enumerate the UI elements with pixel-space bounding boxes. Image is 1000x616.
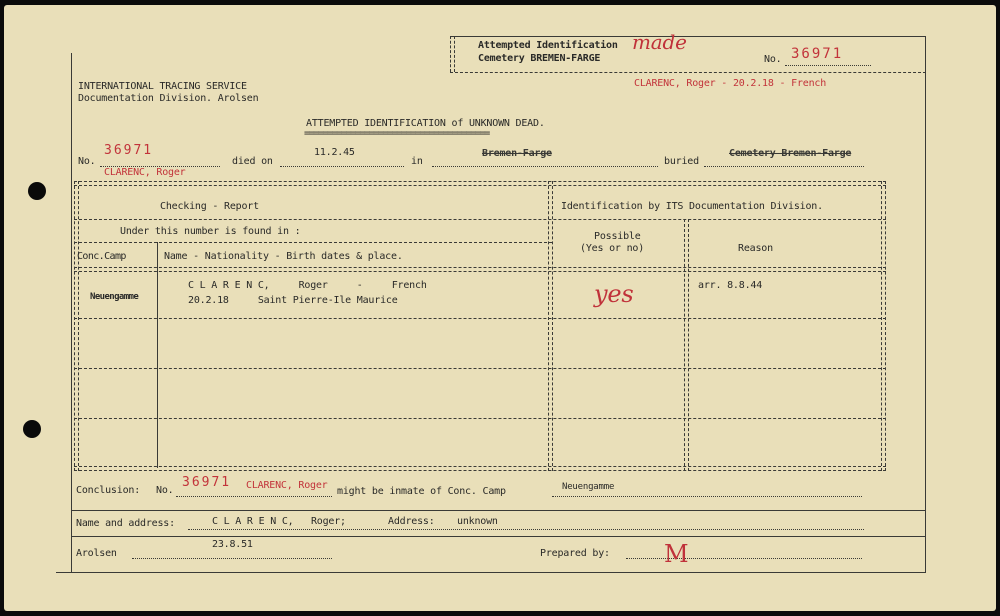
row1-buried-dots <box>704 166 864 167</box>
row1-name-red: CLARENC, Roger <box>104 167 186 178</box>
name-address-name: C L A R E N C, Roger; <box>212 516 346 527</box>
conclusion-no-label: No. <box>156 485 174 496</box>
col-possible-header: Possible <box>594 231 641 242</box>
table-left-border <box>74 181 79 471</box>
frame-right <box>925 37 926 573</box>
prepared-dots <box>626 558 862 559</box>
ident-header: Identification by ITS Documentation Division. <box>561 201 823 212</box>
conclusion-text: might be inmate of Conc. Camp <box>337 486 506 497</box>
col-name-header: Name - Nationality - Birth dates & place. <box>164 251 403 262</box>
address-label: Address: <box>388 516 435 527</box>
frame-bottom <box>56 572 926 573</box>
file-no-label: No. <box>764 54 782 65</box>
conclusion-name-red: CLARENC, Roger <box>246 480 328 491</box>
name-address-dots <box>188 529 864 530</box>
table-row-line1 <box>74 318 886 319</box>
table-camp-border <box>157 242 158 468</box>
row1-buried-label: buried <box>664 156 699 167</box>
conclusion-camp: Neuengamme <box>562 482 615 492</box>
footer-date-dots <box>132 558 332 559</box>
page-title: ATTEMPTED IDENTIFICATION of UNKNOWN DEAD. <box>306 118 545 129</box>
row-name-line1: C L A R E N C, Roger - French <box>188 280 427 291</box>
table-header-line2 <box>74 242 552 243</box>
subject-red: CLARENC, Roger - 20.2.18 - French <box>634 78 827 89</box>
col-reason-header: Reason <box>738 243 773 254</box>
org-line1: INTERNATIONAL TRACING SERVICE <box>78 81 247 92</box>
punch-hole-top <box>28 182 46 200</box>
table-possible-border <box>684 219 689 471</box>
row-reason: arr. 8.8.44 <box>698 280 763 291</box>
divider-2 <box>71 536 926 537</box>
divider-1 <box>71 510 926 511</box>
header-box-bottom <box>450 72 926 73</box>
conclusion-no-dots <box>176 496 332 497</box>
header-box-line1: Attempted Identification <box>478 40 618 51</box>
row-camp: Neuengamme <box>90 292 139 302</box>
table-mid-border <box>548 181 553 471</box>
prepared-label: Prepared by: <box>540 548 610 559</box>
header-box-top <box>450 36 926 37</box>
table-top-line <box>74 181 886 186</box>
address-value: unknown <box>457 516 498 527</box>
header-box-line2: Cemetery BREMEN-FARGE <box>478 53 601 64</box>
file-no-underline <box>785 65 871 66</box>
header-box-left <box>450 36 455 72</box>
conclusion-label: Conclusion: <box>76 485 141 496</box>
org-line2: Documentation Division. Arolsen <box>78 93 259 104</box>
row-name-line2: 20.2.18 Saint Pierre-Ile Maurice <box>188 295 398 306</box>
col-possible-sub: (Yes or no) <box>580 243 645 254</box>
table-right-border <box>881 181 886 471</box>
row1-in-dots <box>432 166 658 167</box>
table-colhead-line <box>74 267 886 272</box>
file-no-value: 36971 <box>791 46 844 62</box>
footer-place: Arolsen <box>76 548 117 559</box>
footer-date: 23.8.51 <box>212 539 253 550</box>
row1-died-dots <box>280 166 404 167</box>
row1-no-label: No. <box>78 156 96 167</box>
frame-left <box>71 53 72 573</box>
found-in-header: Under this number is found in : <box>120 226 301 237</box>
prepared-initial: M <box>664 540 689 568</box>
header-handwritten-note: made <box>632 30 687 54</box>
table-bottom-line <box>74 466 886 471</box>
checking-header: Checking - Report <box>160 201 259 212</box>
table-row-line2 <box>74 368 886 369</box>
punch-hole-bottom <box>23 420 41 438</box>
page-title-underline: ======================================== <box>304 128 489 139</box>
table-header-line1 <box>74 219 886 220</box>
col-camp-header: Conc.Camp <box>77 251 126 262</box>
conclusion-no-value: 36971 <box>182 475 232 490</box>
row1-died-value: 11.2.45 <box>314 147 355 158</box>
row1-buried-value: Cemetery Bremen-Farge <box>729 148 852 159</box>
row1-died-label: died on <box>232 156 273 167</box>
row1-no-value: 36971 <box>104 143 154 158</box>
table-row-line3 <box>74 418 886 419</box>
conclusion-camp-dots <box>552 496 862 497</box>
name-address-label: Name and address: <box>76 518 175 529</box>
row-possible: yes <box>594 280 634 308</box>
row1-in-label: in <box>411 156 423 167</box>
row1-in-value: Bremen-Farge <box>482 148 552 159</box>
tracing-card <box>4 5 996 611</box>
